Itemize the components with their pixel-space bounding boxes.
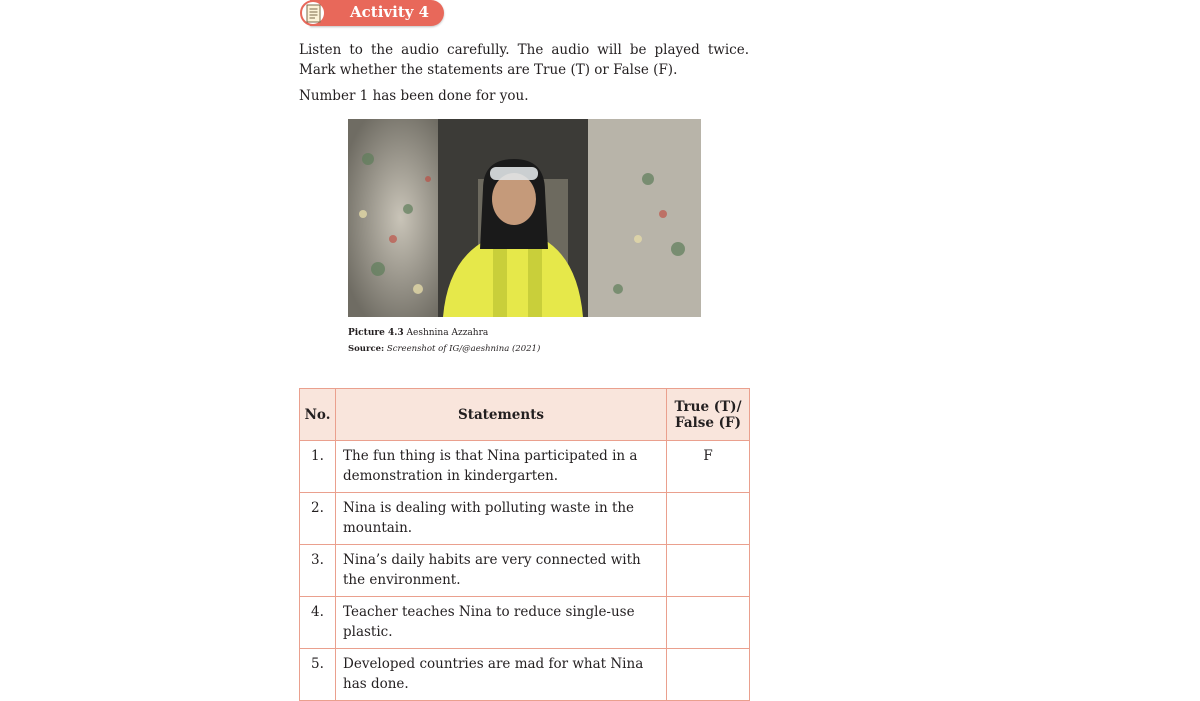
row-answer[interactable]: F — [667, 441, 750, 493]
activity-pill — [310, 0, 444, 26]
picture-caption — [348, 327, 648, 339]
instruction-text: Listen to the audio carefully. The audio will be played twice. Mark whether the statements are True (T) or False (F). — [299, 42, 749, 78]
row-number: 4. — [300, 597, 336, 649]
table-row — [300, 597, 750, 649]
table-row — [300, 441, 750, 493]
header-no: No. — [300, 389, 336, 441]
row-number: 5. — [300, 649, 336, 701]
row-statement: The fun thing is that Nina participated in a demonstration in kindergarten. — [336, 441, 667, 493]
row-statement: Nina’s daily habits are very connected with the environment. — [336, 545, 667, 597]
row-statement: Teacher teaches Nina to reduce single-use plastic. — [336, 597, 667, 649]
row-answer[interactable] — [667, 545, 750, 597]
picture-name: Aeshnina Azzahra — [406, 328, 489, 338]
row-statement: Developed countries are mad for what Nina has done. — [336, 649, 667, 701]
source-label: Source: — [348, 344, 385, 354]
row-number: 3. — [300, 545, 336, 597]
source-text: Screenshot of IG/@aeshnina (2021) — [386, 344, 541, 354]
row-number: 2. — [300, 493, 336, 545]
document-icon — [300, 0, 326, 26]
activity-badge — [300, 0, 445, 27]
photo-recycling-plant — [348, 119, 701, 317]
table-header-row — [300, 389, 750, 441]
row-statement: Nina is dealing with polluting waste in the mountain. — [336, 493, 667, 545]
row-answer[interactable] — [667, 649, 750, 701]
table-row — [300, 545, 750, 597]
picture-source — [348, 343, 648, 355]
header-statements: Statements — [336, 389, 667, 441]
activity-title: Activity 4 — [350, 3, 430, 21]
table-row — [300, 493, 750, 545]
row-answer[interactable] — [667, 493, 750, 545]
row-answer[interactable] — [667, 597, 750, 649]
row-number: 1. — [300, 441, 336, 493]
picture-label: Picture 4.3 — [348, 328, 404, 338]
table-row — [300, 649, 750, 701]
instruction-note: Number 1 has been done for you. — [299, 88, 529, 104]
header-true-false: True (T)/ False (F) — [667, 389, 750, 441]
statements-table — [299, 388, 750, 701]
